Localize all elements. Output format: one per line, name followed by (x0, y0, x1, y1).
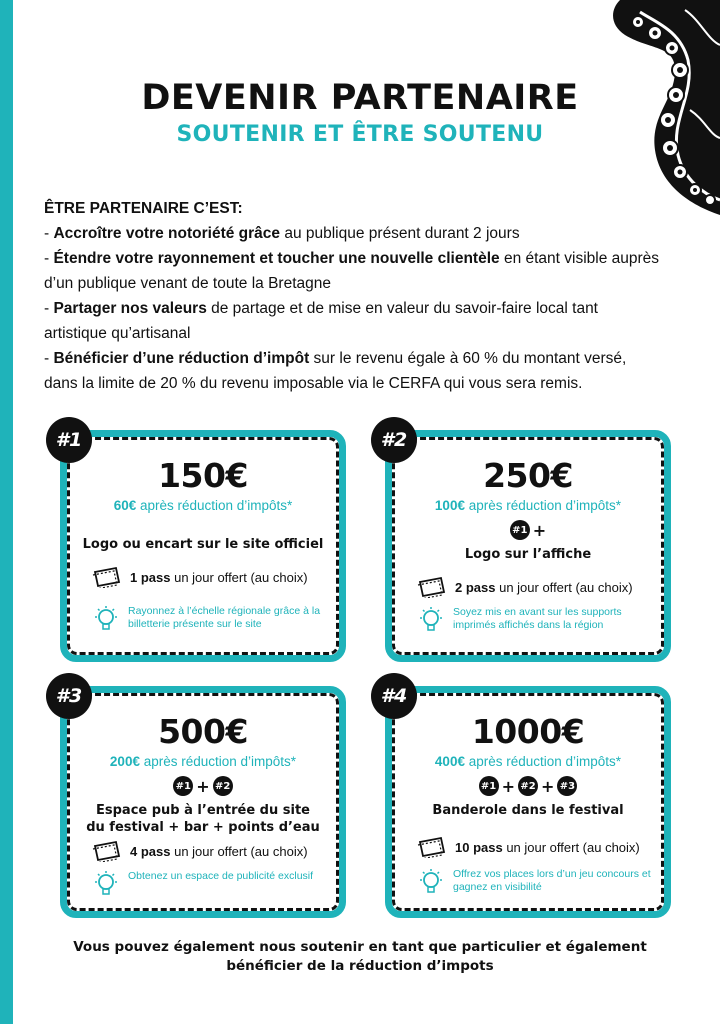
card-pass: 1 pass un jour offert (au choix) (92, 566, 330, 588)
card-description: Logo sur l’affiche (464, 547, 592, 562)
card-description: Espace pub à l’entrée du site du festival + bar + points d’eau (86, 803, 320, 835)
tier-mini-badge: #3 (557, 776, 577, 796)
card-combo: #1 + (395, 520, 661, 540)
page-title: DEVENIR PARTENAIRE (141, 78, 579, 118)
partner-card-3 (55, 685, 346, 918)
ticket-icon (92, 566, 122, 588)
intro-item: - Étendre votre rayonnement et toucher une nouvelle clientèle en étant visible auprès d’un publique venant de toute la Bretagne (44, 250, 660, 292)
ticket-icon (92, 840, 122, 862)
card-description: Banderole dans le festival (432, 803, 624, 818)
intro-item: - Partager nos valeurs de partage et de mise en valeur du savoir-faire local tant artistique qu’artisanal (44, 300, 598, 342)
partner-card-1 (55, 429, 346, 662)
card-price: 250€ (483, 456, 573, 495)
card-reduction: 200€ après réduction d’impôts* (109, 754, 297, 769)
lightbulb-icon (92, 870, 120, 900)
partner-card-2 (380, 429, 671, 662)
card-reduction: 400€ après réduction d’impôts* (434, 754, 622, 769)
intro-item: - Accroître votre notoriété grâce au publique présent durant 2 jours (44, 225, 520, 242)
left-accent-band (0, 0, 13, 1024)
card-price: 500€ (158, 712, 248, 751)
card-tip: Rayonnez à l’échelle régionale grâce à la billetterie présente sur le site (92, 605, 326, 635)
card-tip: Soyez mis en avant sur les supports imprimés affichés dans la région (417, 606, 651, 636)
tier-mini-badge: #1 (173, 776, 193, 796)
tier-mini-badge: #1 (479, 776, 499, 796)
tier-badge: #4 (371, 673, 417, 719)
card-pass: 4 pass un jour offert (au choix) (92, 840, 330, 862)
card-pass: 2 pass un jour offert (au choix) (417, 576, 655, 598)
card-pass: 10 pass un jour offert (au choix) (417, 836, 655, 858)
lightbulb-icon (92, 605, 120, 635)
card-reduction: 60€ après réduction d’impôts* (113, 498, 293, 513)
page-subtitle: SOUTENIR ET ÊTRE SOUTENU (176, 122, 544, 147)
ticket-icon (417, 836, 447, 858)
card-tip: Obtenez un espace de publicité exclusif (92, 870, 326, 900)
card-reduction: 100€ après réduction d’impôts* (434, 498, 622, 513)
intro-heading: ÊTRE PARTENAIRE C’EST: (44, 200, 243, 217)
ticket-icon (417, 576, 447, 598)
intro-section (44, 196, 664, 396)
tier-badge: #2 (371, 417, 417, 463)
tier-badge: #3 (46, 673, 92, 719)
card-description: Logo ou encart sur le site officiel (82, 537, 324, 552)
intro-item: - Bénéficier d’une réduction d’impôt sur le revenu égale à 60 % du montant versé, dans la limite de 20 % du revenu imposable via le CERFA qui vous sera remis. (44, 350, 627, 392)
lightbulb-icon (417, 606, 445, 636)
tier-mini-badge: #2 (518, 776, 538, 796)
card-tip: Offrez vos places lors d’un jeu concours et gagnez en visibilité (417, 868, 651, 898)
partner-card-4 (380, 685, 671, 918)
card-price: 1000€ (471, 712, 585, 751)
tier-mini-badge: #2 (213, 776, 233, 796)
tier-mini-badge: #1 (510, 520, 530, 540)
card-combo: #1 + #2 + #3 (395, 776, 661, 796)
footer-note: Vous pouvez également nous soutenir en tant que particulier et également bénéficier de la réduction d’impots (73, 939, 647, 974)
lightbulb-icon (417, 868, 445, 898)
card-price: 150€ (158, 456, 248, 495)
card-combo: #1 + #2 (70, 776, 336, 796)
tier-badge: #1 (46, 417, 92, 463)
